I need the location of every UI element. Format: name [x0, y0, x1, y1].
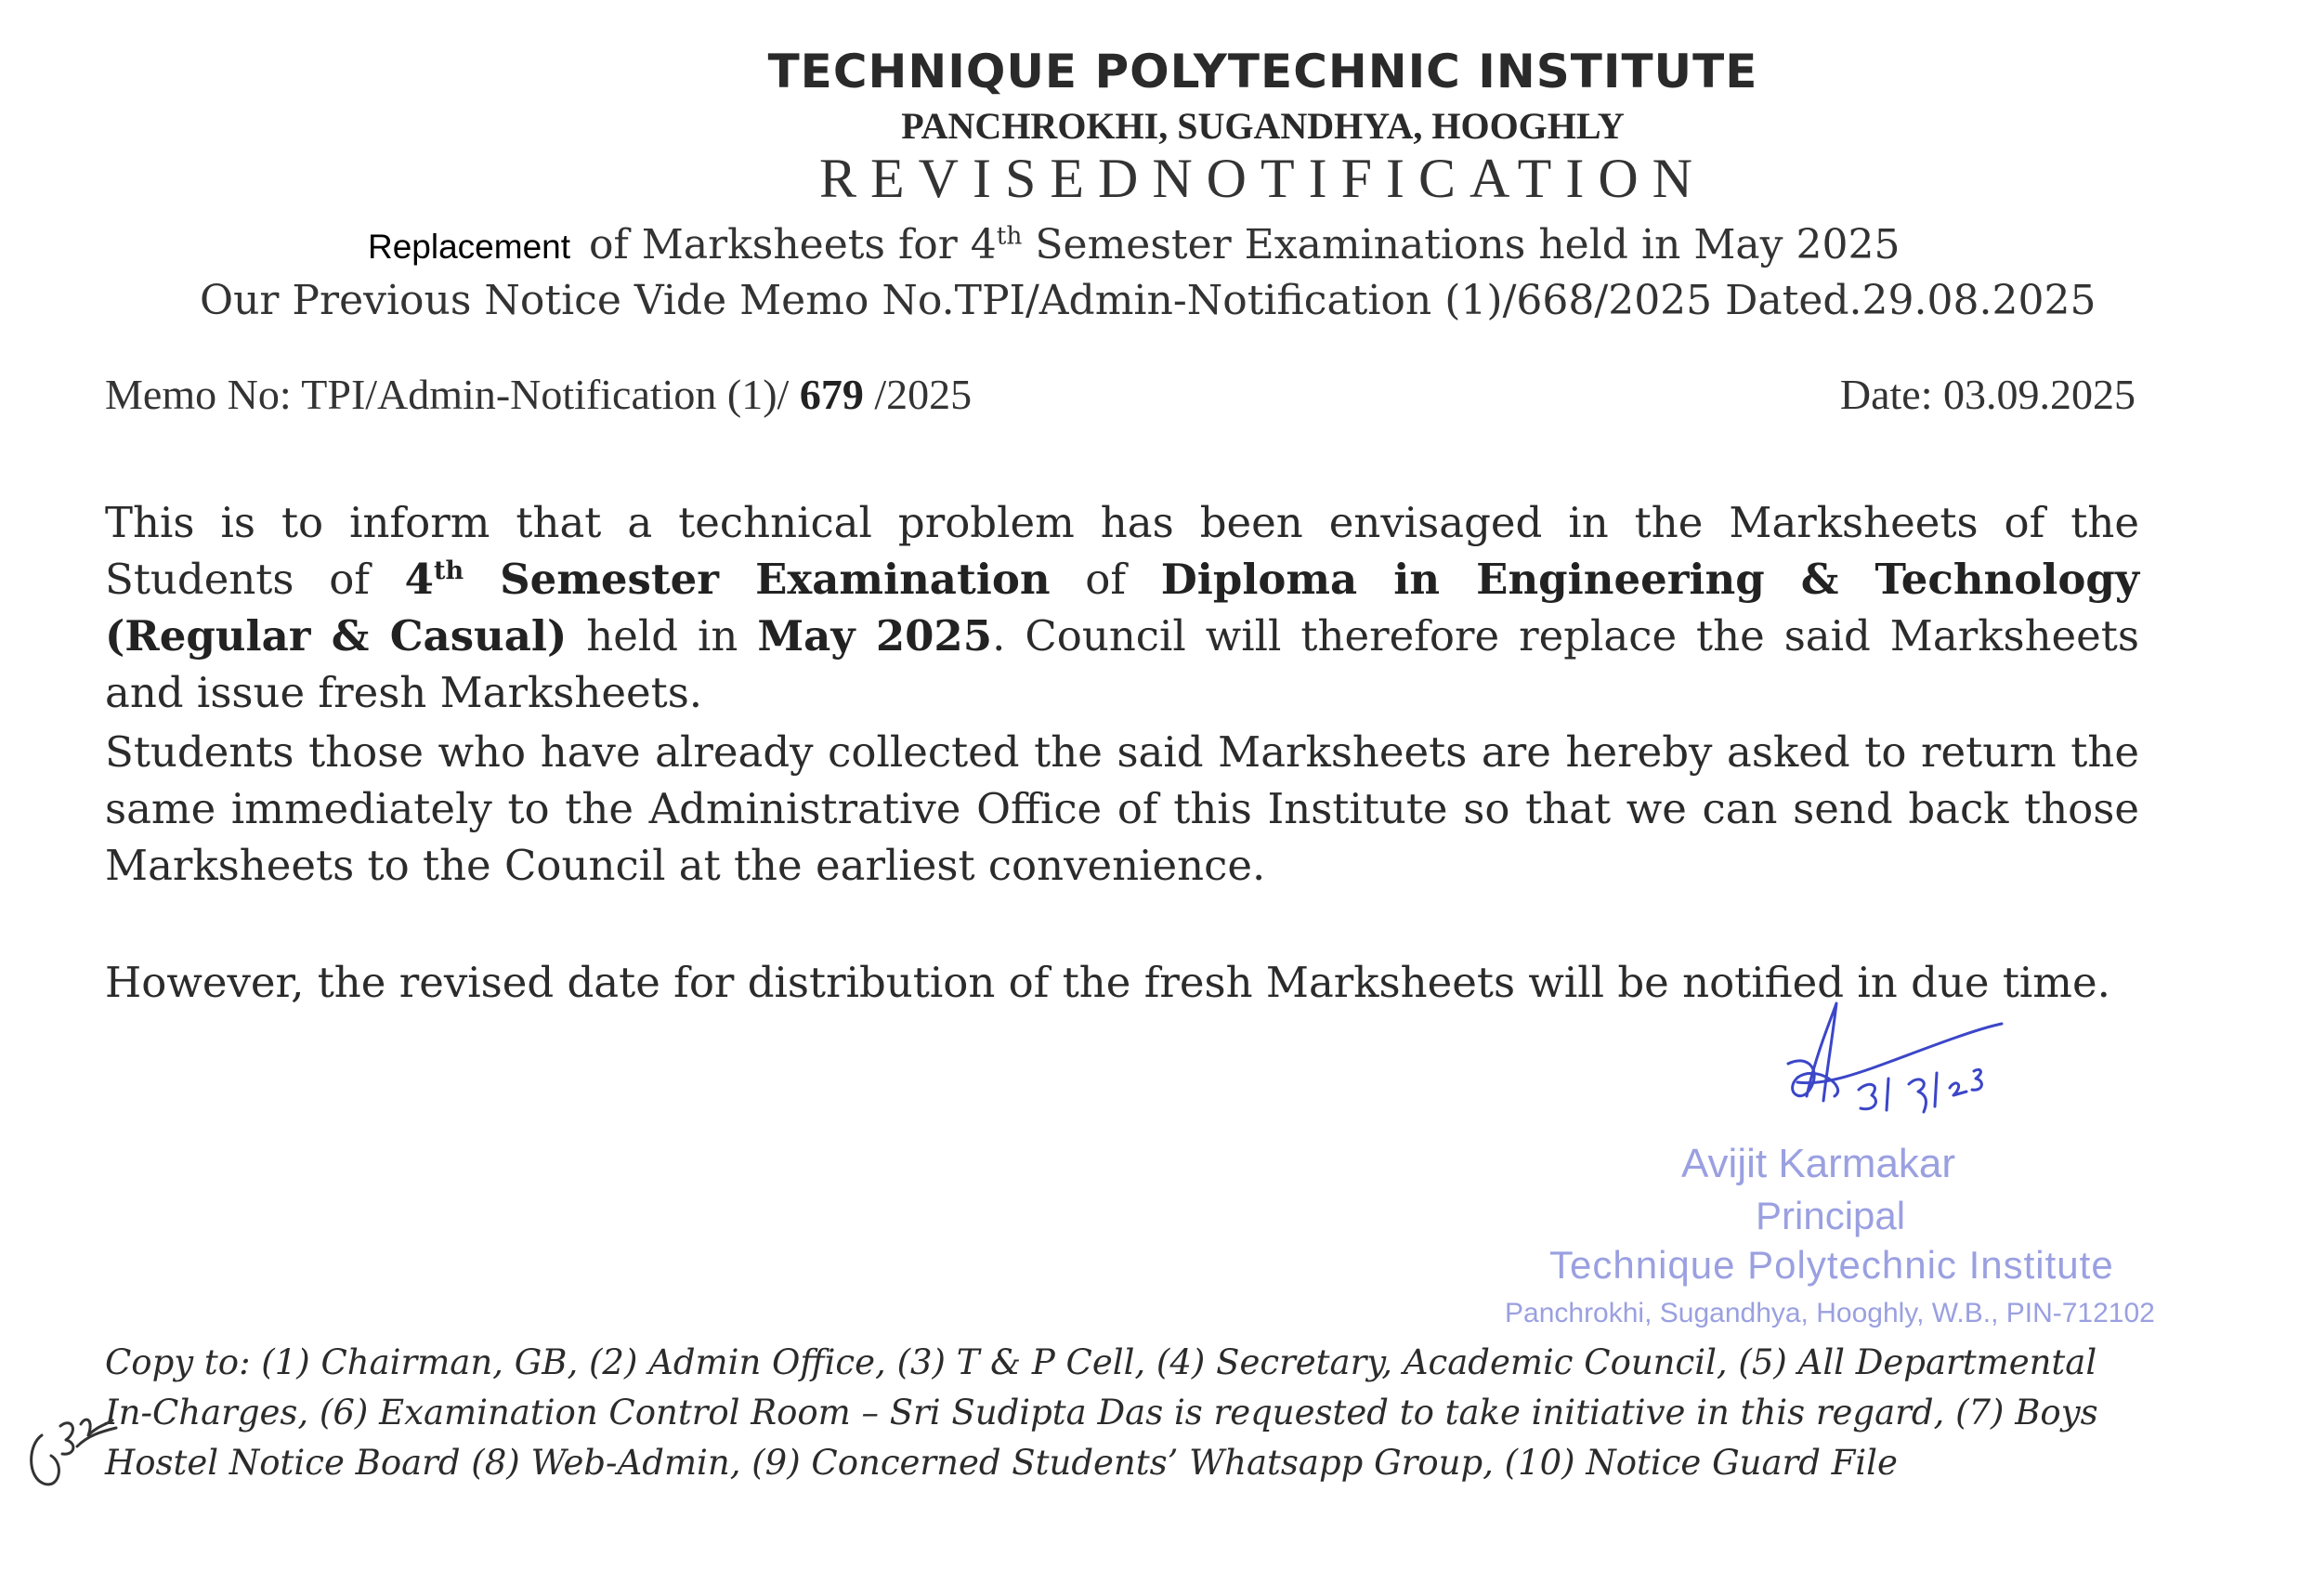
institute-title: TECHNIQUE POLYTECHNIC INSTITUTE	[767, 45, 1758, 98]
handwritten-initials	[23, 1398, 125, 1500]
previous-notice-reference: Our Previous Notice Vide Memo No.TPI/Admin-Notification (1)/668/2025 Dated.29.08.2025	[200, 277, 2096, 324]
subject-lead: Replacement	[368, 228, 571, 266]
subject-text-a: of Marksheets for 4	[589, 221, 997, 268]
notice-type-heading: REVISEDNOTIFICATION	[819, 148, 1706, 209]
stamp-designation: Principal	[1756, 1194, 1906, 1237]
stamp-address: Panchrokhi, Sugandhya, Hooghly, W.B., PIN-712102	[1505, 1298, 2155, 1328]
p1-text-c: of	[1050, 555, 1161, 604]
body-paragraph-3: However, the revised date for distribution of the fresh Marksheets will be notified in due time.	[105, 958, 2110, 1007]
p1-semester-num: 4	[404, 555, 434, 604]
memo-prefix: Memo No: TPI/Admin-Notification (1)/	[105, 371, 800, 418]
memo-number	[105, 370, 972, 419]
subject-line	[368, 221, 1900, 268]
body-paragraph-1	[105, 494, 2139, 721]
memo-suffix: /2025	[863, 371, 973, 418]
p1-semester-sup: th	[433, 556, 464, 585]
institute-address: PANCHROKHI, SUGANDHYA, HOOGHLY	[901, 105, 1625, 147]
p1-semester-rest: Semester Examination	[464, 555, 1051, 604]
stamp-institute: Technique Polytechnic Institute	[1549, 1243, 2114, 1287]
memo-number-value: 679	[799, 371, 864, 418]
body-paragraph-2: Students those who have already collected the said Marksheets are hereby asked to return the same immediately to the Administrative Office of this Institute so that we can send back those Marksheets to the Council at the earliest convenience.	[105, 727, 2139, 890]
subject-sup: th	[996, 221, 1023, 251]
stamp-name: Avijit Karmakar	[1681, 1141, 1956, 1186]
p1-bold-semester	[405, 555, 1051, 604]
copy-to-list: Copy to: (1) Chairman, GB, (2) Admin Office, (3) T & P Cell, (4) Secretary, Academic Council, (5) All Departmental In-Charges, (6) Examination Control Room – Sri Sudipta Das is requested to take initiative in this regard, (7) Boys Hostel Notice Board (8) Web-Admin, (9) Concerned Students’ Whatsapp Group, (10) Notice Guard File	[105, 1342, 2098, 1483]
principal-signature	[1779, 999, 2076, 1138]
p1-text-g: . Council will therefore replace the said Marksheets and issue fresh Marksheets.	[105, 611, 2139, 717]
p1-bold-month: May 2025	[757, 611, 993, 661]
p1-text-a: This is to inform that a technical problem has been envisaged in the Marksheets of the Students of	[105, 498, 2139, 604]
memo-date: Date: 03.09.2025	[1839, 371, 2136, 418]
subject-text-b: Semester Examinations held in May 2025	[1022, 221, 1901, 268]
p1-text-e: held in	[567, 611, 758, 661]
p1-bold-diploma: Diploma in Engineering & Technology (Regular & Casual)	[105, 555, 2139, 661]
